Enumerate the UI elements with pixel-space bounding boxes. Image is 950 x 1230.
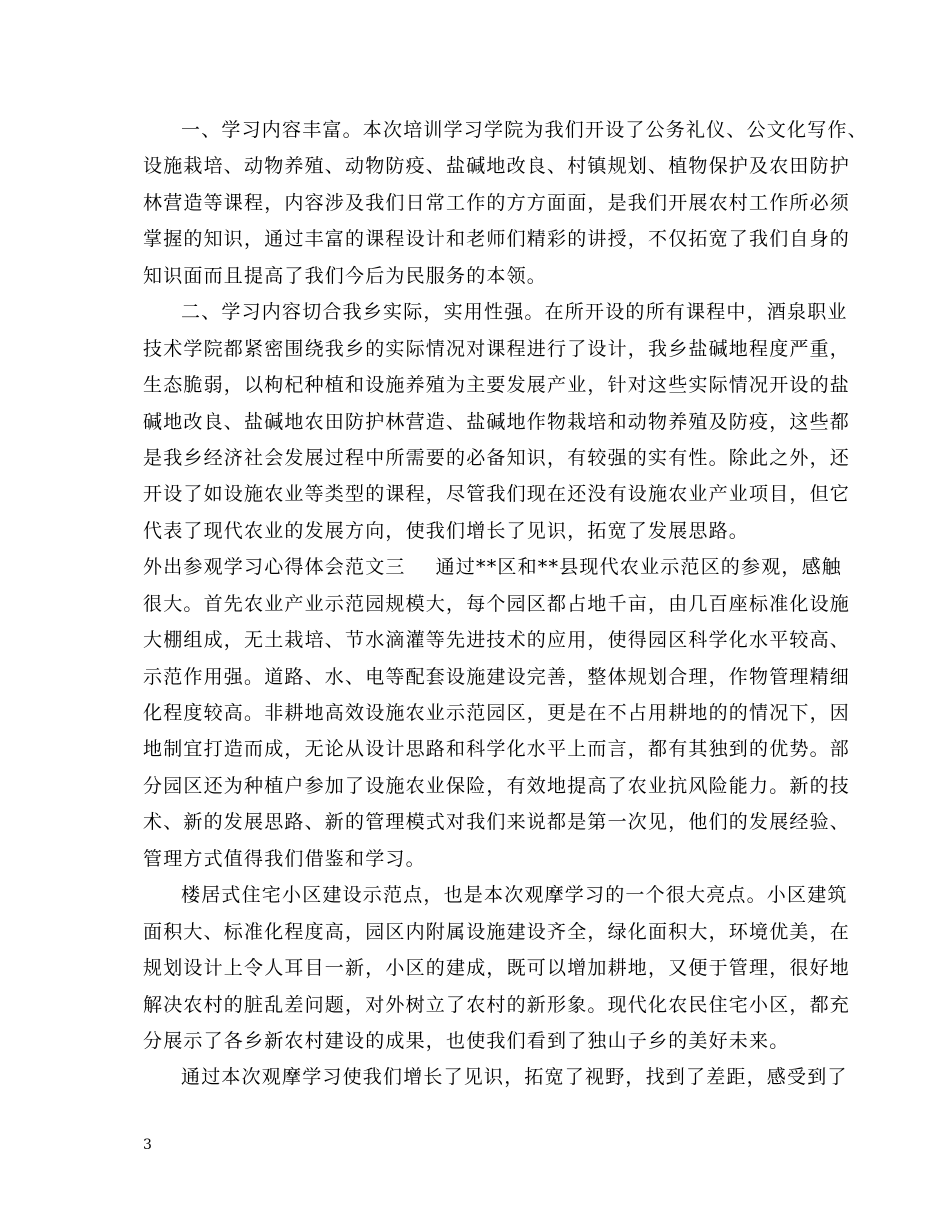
body-text	[143, 112, 868, 1096]
text-line: 分展示了各乡新农村建设的成果，也使我们看到了独山子乡的美好未来。	[143, 1029, 790, 1052]
text-line: 示范作用强。道路、水、电等配套设施建设完善，整体规划合理，作物管理精细	[143, 665, 851, 688]
text-line: 大棚组成，无土栽培、节水滴灌等先进技术的应用，使得园区科学化水平较高、	[143, 629, 851, 652]
text-line: 一、学习内容丰富。本次培训学习学院为我们开设了公务礼仪、公文化写作、	[181, 119, 868, 141]
text-line: 楼居式住宅小区建设示范点，也是本次观摩学习的一个很大亮点。小区建筑	[181, 884, 848, 907]
text-line: 碱地改良、盐碱地农田防护林营造、盐碱地作物栽培和动物养殖及防疫，这些都	[143, 410, 851, 433]
heading-line	[143, 549, 843, 585]
text-line: 化程度较高。非耕地高效设施农业示范园区，更是在不占用耕地的的情况下，因	[143, 702, 851, 724]
text-line: 开设了如设施农业等类型的课程，尽管我们现在还没有设施农业产业项目，但它	[143, 483, 851, 506]
text-line: 设施栽培、动物养殖、动物防疫、盐碱地改良、村镇规划、植物保护及农田防护	[143, 155, 851, 178]
text-line: 代表了现代农业的发展方向，使我们增长了见识，拓宽了发展思路。	[143, 519, 750, 542]
text-line: 解决农村的脏乱差问题，对外树立了农村的新形象。现代化农民住宅小区，都充	[143, 993, 851, 1016]
text-line: 地制宜打造而成，无论从设计思路和科学化水平上而言，都有其独到的优势。部	[143, 738, 851, 761]
text-line: 术、新的发展思路、新的管理模式对我们来说都是第一次见，他们的发展经验、	[143, 811, 851, 834]
text-line: 很大。首先农业产业示范园规模大，每个园区都占地千亩，由几百座标准化设施	[143, 592, 851, 615]
text-line: 规划设计上令人耳目一新，小区的建成，既可以增加耕地，又便于管理，很好地	[143, 957, 851, 980]
text-line: 分园区还为种植户参加了设施农业保险，有效地提高了农业抗风险能力。新的技	[143, 774, 851, 797]
text-line: 二、学习内容切合我乡实际，实用性强。在所开设的所有课程中，酒泉职业	[181, 301, 848, 324]
text-line: 面积大、标准化程度高，园区内附属设施建设齐全，绿化面积大，环境优美，在	[143, 920, 851, 943]
text-line: 知识面而且提高了我们今后为民服务的本领。	[143, 264, 548, 287]
text-line: 生态脆弱，以枸杞种植和设施养殖为主要发展产业，针对这些实际情况开设的盐	[143, 374, 851, 397]
text-line: 技术学院都紧密围绕我乡的实际情况对课程进行了设计，我乡盐碱地程度严重，	[143, 337, 851, 360]
text-line: 林营造等课程，内容涉及我们日常工作的方方面面，是我们开展农村工作所必须	[143, 191, 851, 214]
text-line: 管理方式值得我们借鉴和学习。	[143, 847, 426, 870]
text-line: 通过本次观摩学习使我们增长了见识，拓宽了视野，找到了差距，感受到了	[181, 1066, 848, 1089]
text-fragment: 通过**区和**县现代农业示范区的参观，感触	[435, 556, 843, 579]
page-number: 3	[143, 1137, 152, 1153]
text-line: 是我乡经济社会发展过程中所需要的必备知识，有较强的实有性。除此之外，还	[143, 446, 851, 469]
section-heading: 外出参观学习心得体会范文三	[143, 556, 406, 579]
text-line: 掌握的知识，通过丰富的课程设计和老师们精彩的讲授，不仅拓宽了我们自身的	[143, 228, 851, 251]
